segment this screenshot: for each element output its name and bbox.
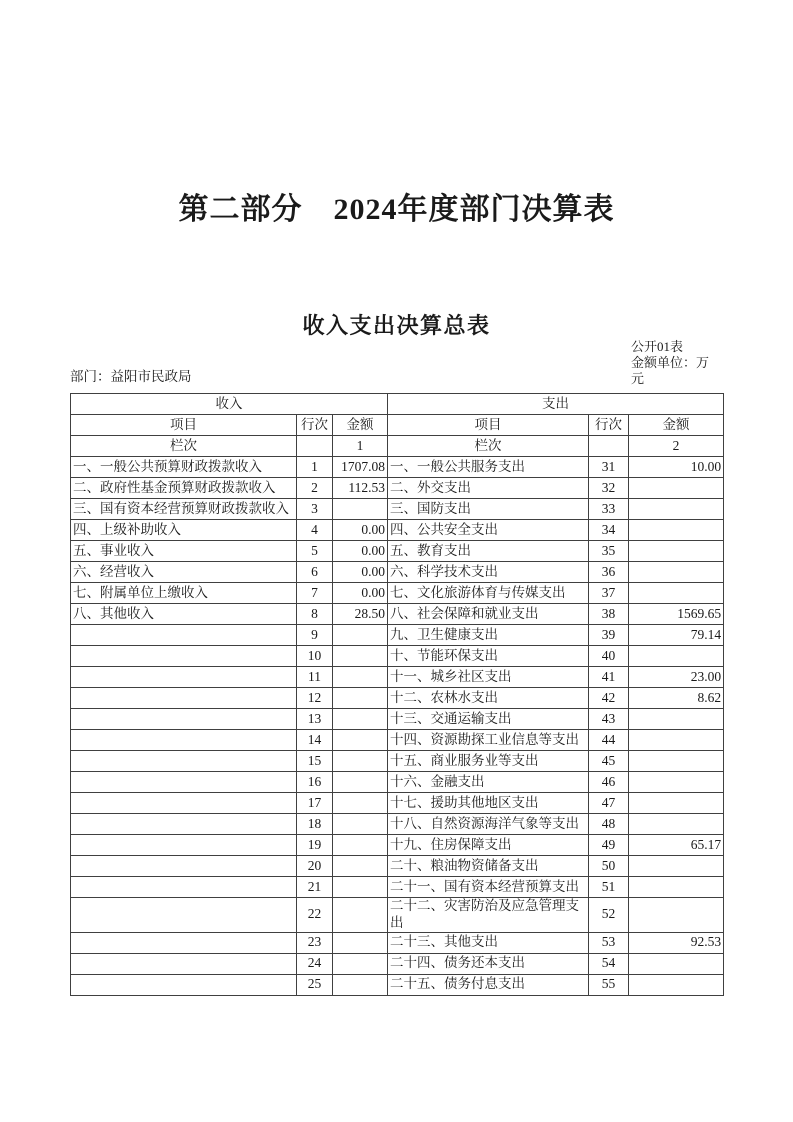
income-expense-table — [70, 393, 724, 996]
income-line-no-cell: 13 — [297, 709, 333, 730]
income-amount-cell — [333, 751, 388, 772]
expense-line-no-cell: 38 — [589, 604, 629, 625]
income-amount-cell — [333, 814, 388, 835]
expense-line-no-cell: 41 — [589, 667, 629, 688]
expense-amount-cell — [629, 877, 724, 898]
income-item-cell — [71, 877, 297, 898]
income-item-cell — [71, 772, 297, 793]
income-amount-header: 金额 — [333, 415, 388, 436]
income-amount-cell: 0.00 — [333, 583, 388, 604]
income-line-no-cell: 21 — [297, 877, 333, 898]
income-line-no-cell: 22 — [297, 898, 333, 933]
expense-item-cell: 十七、援助其他地区支出 — [388, 793, 589, 814]
table-row — [71, 772, 724, 793]
income-amount-cell — [333, 835, 388, 856]
expense-item-cell: 四、公共安全支出 — [388, 520, 589, 541]
income-line-no-cell: 23 — [297, 932, 333, 953]
expense-line-no-cell: 47 — [589, 793, 629, 814]
income-column-number: 1 — [333, 436, 388, 457]
table-row — [71, 953, 724, 974]
income-line-no-cell: 9 — [297, 625, 333, 646]
expense-lanci-label: 栏次 — [388, 436, 589, 457]
expense-amount-cell — [629, 856, 724, 877]
income-item-cell — [71, 688, 297, 709]
expense-item-cell: 二十三、其他支出 — [388, 932, 589, 953]
department-label: 部门：益阳市民政局 — [70, 369, 192, 384]
expense-amount-cell — [629, 953, 724, 974]
income-line-no-header: 行次 — [297, 415, 333, 436]
income-item-cell — [71, 793, 297, 814]
income-amount-cell — [333, 625, 388, 646]
income-line-no-cell: 7 — [297, 583, 333, 604]
income-item-cell: 八、其他收入 — [71, 604, 297, 625]
expense-amount-header: 金额 — [629, 415, 724, 436]
expense-amount-cell — [629, 562, 724, 583]
income-item-header: 项目 — [71, 415, 297, 436]
expense-amount-cell — [629, 974, 724, 995]
income-item-cell: 四、上级补助收入 — [71, 520, 297, 541]
income-line-no-cell: 2 — [297, 478, 333, 499]
table-row — [71, 541, 724, 562]
expense-item-cell: 二十四、债务还本支出 — [388, 953, 589, 974]
table-row — [71, 625, 724, 646]
income-amount-cell — [333, 772, 388, 793]
income-amount-cell — [333, 877, 388, 898]
expense-amount-cell — [629, 499, 724, 520]
expense-amount-cell — [629, 478, 724, 499]
expense-item-cell: 六、科学技术支出 — [388, 562, 589, 583]
income-amount-cell — [333, 730, 388, 751]
table-row — [71, 898, 724, 933]
income-item-cell: 七、附属单位上缴收入 — [71, 583, 297, 604]
income-line-no-cell: 16 — [297, 772, 333, 793]
income-item-cell: 五、事业收入 — [71, 541, 297, 562]
expense-line-no-cell: 51 — [589, 877, 629, 898]
income-amount-cell — [333, 499, 388, 520]
expense-item-cell: 十五、商业服务业等支出 — [388, 751, 589, 772]
income-item-cell — [71, 814, 297, 835]
expense-amount-cell — [629, 814, 724, 835]
income-item-cell — [71, 730, 297, 751]
income-item-cell — [71, 932, 297, 953]
expense-line-no-cell: 46 — [589, 772, 629, 793]
income-amount-cell — [333, 709, 388, 730]
expense-item-cell: 十九、住房保障支出 — [388, 835, 589, 856]
expense-item-cell: 二十、粮油物资储备支出 — [388, 856, 589, 877]
section-header-row — [71, 394, 724, 415]
expense-amount-cell: 1569.65 — [629, 604, 724, 625]
income-line-no-cell: 25 — [297, 974, 333, 995]
table-row — [71, 856, 724, 877]
expense-column-number: 2 — [629, 436, 724, 457]
expense-amount-cell: 79.14 — [629, 625, 724, 646]
table-row — [71, 478, 724, 499]
expense-amount-cell — [629, 793, 724, 814]
expense-line-no-cell: 34 — [589, 520, 629, 541]
table-row — [71, 877, 724, 898]
table-title: 收入支出决算总表 — [302, 313, 491, 338]
expense-item-cell: 十、节能环保支出 — [388, 646, 589, 667]
unit-label: 金额单位：万元 — [631, 355, 710, 386]
income-item-cell — [71, 709, 297, 730]
expense-item-cell: 七、文化旅游体育与传媒支出 — [388, 583, 589, 604]
income-amount-cell — [333, 856, 388, 877]
income-line-no-cell: 6 — [297, 562, 333, 583]
income-item-cell — [71, 625, 297, 646]
income-item-cell: 六、经营收入 — [71, 562, 297, 583]
income-line-no-cell: 10 — [297, 646, 333, 667]
expense-item-cell: 五、教育支出 — [388, 541, 589, 562]
expense-item-cell: 二、外交支出 — [388, 478, 589, 499]
expense-amount-cell: 23.00 — [629, 667, 724, 688]
income-amount-cell — [333, 932, 388, 953]
expense-item-cell: 二十二、灾害防治及应急管理支出 — [388, 898, 589, 933]
expense-line-no-header: 行次 — [589, 415, 629, 436]
expense-item-cell: 九、卫生健康支出 — [388, 625, 589, 646]
income-amount-cell: 1707.08 — [333, 457, 388, 478]
expense-line-no-cell: 37 — [589, 583, 629, 604]
income-item-cell — [71, 751, 297, 772]
expense-amount-cell — [629, 583, 724, 604]
expense-line-no-cell: 32 — [589, 478, 629, 499]
document-title: 第二部分 2024年度部门决算表 — [178, 193, 615, 226]
expense-item-cell: 十二、农林水支出 — [388, 688, 589, 709]
income-line-no-cell: 4 — [297, 520, 333, 541]
expense-item-cell: 十六、金融支出 — [388, 772, 589, 793]
expense-amount-cell — [629, 709, 724, 730]
expense-line-no-cell: 42 — [589, 688, 629, 709]
expense-amount-cell — [629, 541, 724, 562]
expense-section-header: 支出 — [388, 394, 724, 415]
expense-line-no-cell: 55 — [589, 974, 629, 995]
income-amount-cell — [333, 974, 388, 995]
expense-amount-cell — [629, 730, 724, 751]
table-row — [71, 646, 724, 667]
column-number-row — [71, 436, 724, 457]
expense-line-no-cell: 48 — [589, 814, 629, 835]
expense-amount-cell — [629, 898, 724, 933]
income-item-cell: 二、政府性基金预算财政拨款收入 — [71, 478, 297, 499]
table-row — [71, 932, 724, 953]
income-amount-cell — [333, 793, 388, 814]
income-line-no-cell: 17 — [297, 793, 333, 814]
expense-line-no-cell: 39 — [589, 625, 629, 646]
table-row — [71, 457, 724, 478]
expense-line-no-cell: 54 — [589, 953, 629, 974]
income-item-cell — [71, 835, 297, 856]
expense-line-no-cell: 31 — [589, 457, 629, 478]
expense-item-cell: 十四、资源勘探工业信息等支出 — [388, 730, 589, 751]
income-line-no-cell: 15 — [297, 751, 333, 772]
table-row — [71, 499, 724, 520]
expense-line-no-cell: 53 — [589, 932, 629, 953]
table-row — [71, 751, 724, 772]
income-line-no-cell: 24 — [297, 953, 333, 974]
table-row — [71, 562, 724, 583]
income-amount-cell — [333, 953, 388, 974]
expense-amount-cell: 65.17 — [629, 835, 724, 856]
income-line-no-cell: 18 — [297, 814, 333, 835]
table-row — [71, 667, 724, 688]
expense-line-no-cell: 36 — [589, 562, 629, 583]
table-row — [71, 709, 724, 730]
expense-line-no-cell: 44 — [589, 730, 629, 751]
income-line-no-cell: 14 — [297, 730, 333, 751]
expense-item-cell: 二十一、国有资本经营预算支出 — [388, 877, 589, 898]
income-lanci-line-no — [297, 436, 333, 457]
income-section-header: 收入 — [71, 394, 388, 415]
income-amount-cell: 28.50 — [333, 604, 388, 625]
expense-amount-cell — [629, 520, 724, 541]
expense-amount-cell — [629, 751, 724, 772]
income-item-cell — [71, 856, 297, 877]
expense-amount-cell: 10.00 — [629, 457, 724, 478]
income-item-cell — [71, 667, 297, 688]
expense-item-cell: 十一、城乡社区支出 — [388, 667, 589, 688]
table-row — [71, 520, 724, 541]
table-row — [71, 604, 724, 625]
expense-item-cell: 八、社会保障和就业支出 — [388, 604, 589, 625]
income-line-no-cell: 19 — [297, 835, 333, 856]
expense-item-cell: 二十五、债务付息支出 — [388, 974, 589, 995]
income-amount-cell — [333, 688, 388, 709]
income-line-no-cell: 8 — [297, 604, 333, 625]
income-amount-cell — [333, 646, 388, 667]
expense-item-cell: 一、一般公共服务支出 — [388, 457, 589, 478]
expense-line-no-cell: 52 — [589, 898, 629, 933]
column-header-row — [71, 415, 724, 436]
income-amount-cell: 0.00 — [333, 541, 388, 562]
expense-amount-cell — [629, 772, 724, 793]
table-row — [71, 793, 724, 814]
table-row — [71, 583, 724, 604]
income-item-cell — [71, 953, 297, 974]
expense-line-no-cell: 33 — [589, 499, 629, 520]
expense-item-cell: 十八、自然资源海洋气象等支出 — [388, 814, 589, 835]
table-code: 公开01表 — [631, 339, 684, 354]
table-row — [71, 814, 724, 835]
table-row — [71, 730, 724, 751]
table-row — [71, 835, 724, 856]
income-amount-cell: 0.00 — [333, 562, 388, 583]
income-item-cell: 三、国有资本经营预算财政拨款收入 — [71, 499, 297, 520]
expense-line-no-cell: 49 — [589, 835, 629, 856]
expense-item-cell: 三、国防支出 — [388, 499, 589, 520]
expense-lanci-line-no — [589, 436, 629, 457]
expense-amount-cell: 92.53 — [629, 932, 724, 953]
expense-line-no-cell: 43 — [589, 709, 629, 730]
table-row — [71, 688, 724, 709]
income-line-no-cell: 1 — [297, 457, 333, 478]
expense-line-no-cell: 45 — [589, 751, 629, 772]
income-item-cell — [71, 974, 297, 995]
expense-amount-cell — [629, 646, 724, 667]
income-lanci-label: 栏次 — [71, 436, 297, 457]
income-line-no-cell: 11 — [297, 667, 333, 688]
table-row — [71, 974, 724, 995]
expense-line-no-cell: 35 — [589, 541, 629, 562]
income-item-cell — [71, 898, 297, 933]
expense-line-no-cell: 40 — [589, 646, 629, 667]
income-amount-cell — [333, 667, 388, 688]
expense-item-header: 项目 — [388, 415, 589, 436]
income-line-no-cell: 5 — [297, 541, 333, 562]
table-meta — [631, 339, 717, 387]
income-amount-cell: 112.53 — [333, 478, 388, 499]
expense-amount-cell: 8.62 — [629, 688, 724, 709]
income-line-no-cell: 3 — [297, 499, 333, 520]
expense-item-cell: 十三、交通运输支出 — [388, 709, 589, 730]
income-amount-cell: 0.00 — [333, 520, 388, 541]
income-item-cell — [71, 646, 297, 667]
income-item-cell: 一、一般公共预算财政拨款收入 — [71, 457, 297, 478]
income-amount-cell — [333, 898, 388, 933]
income-line-no-cell: 20 — [297, 856, 333, 877]
expense-line-no-cell: 50 — [589, 856, 629, 877]
income-line-no-cell: 12 — [297, 688, 333, 709]
